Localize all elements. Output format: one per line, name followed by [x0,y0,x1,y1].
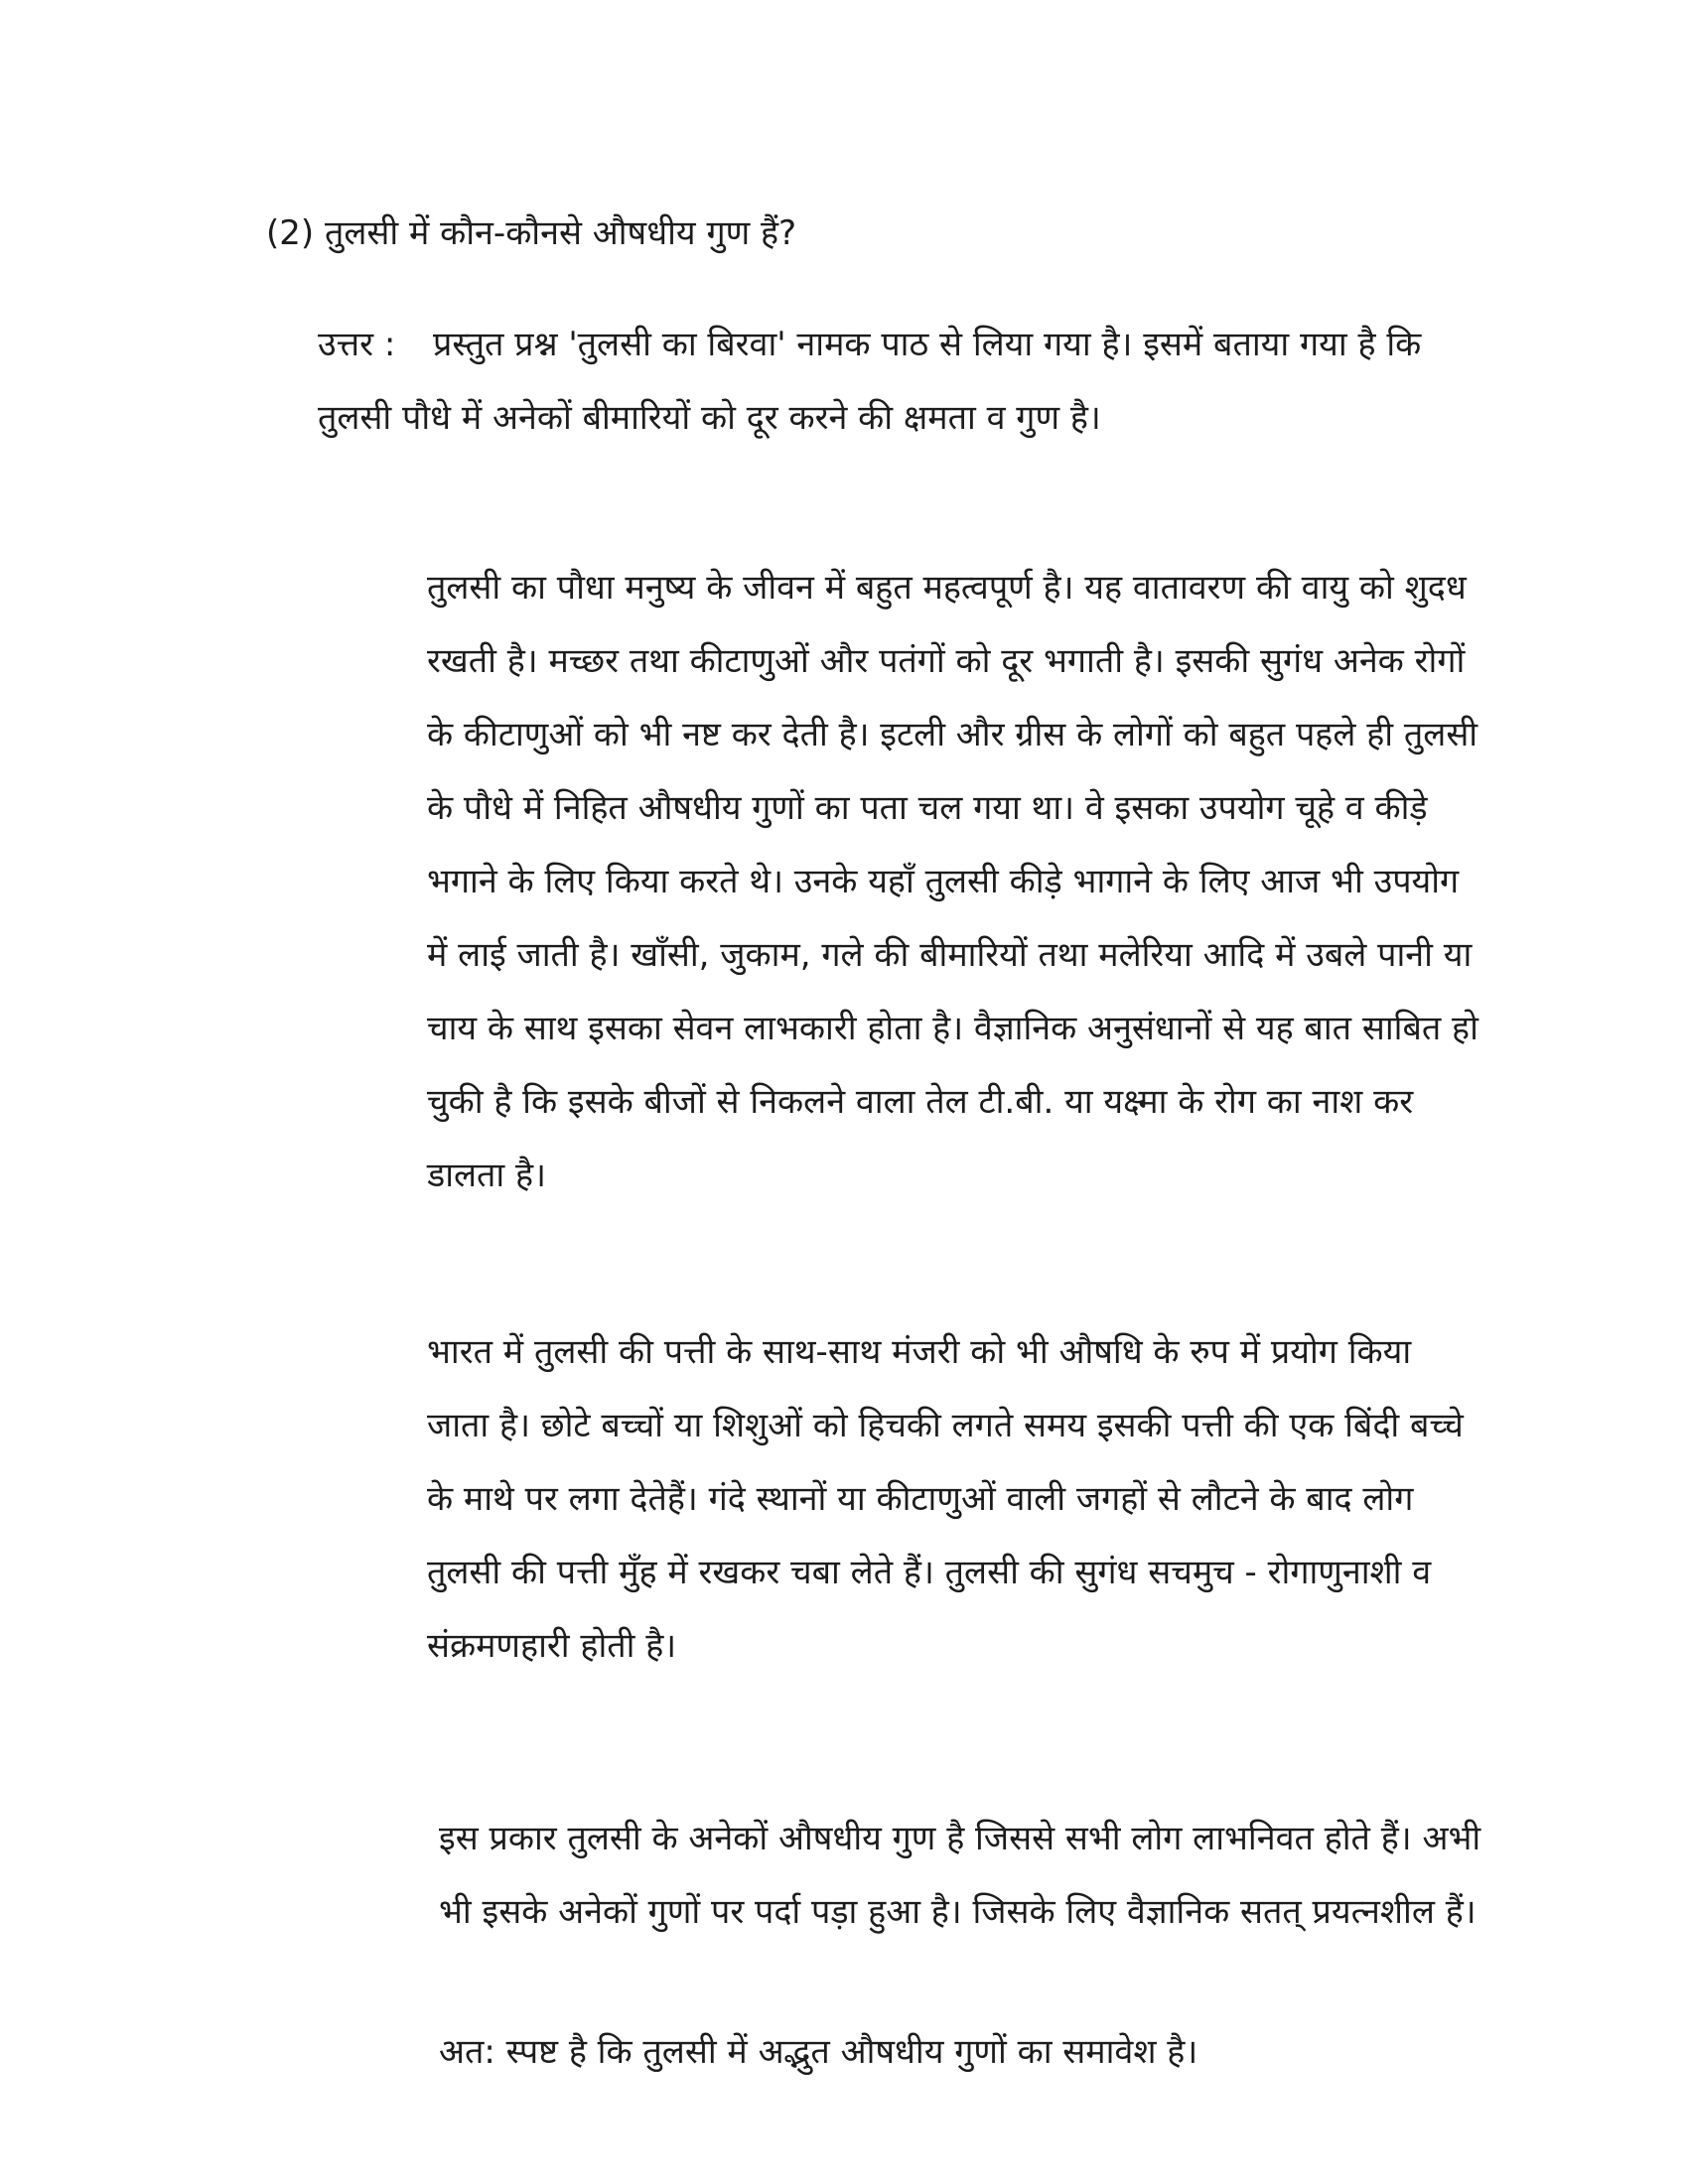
answer-intro [318,308,1489,455]
answer-intro-text: प्रस्तुत प्रश्न 'तुलसी का बिरवा' नामक पाठ से लिया गया है। इसमें बताया गया है कि तुलसी पौधे में अनेकों बीमारियों को दूर करने की क्षमता व गुण है। [318,325,1422,438]
question-heading: (2) तुलसी में कौन-कौनसे औषधीय गुण हैं? [266,213,797,253]
paragraph-3: इस प्रकार तुलसी के अनेकों औषधीय गुण है जिससे सभी लोग लाभनिवत होते हैं। अभी भी इसके अनेकों गुणों पर पर्दा पड़ा हुआ है। जिसके लिए वैज्ञानिक सतत् प्रयत्नशील हैं। [439,1819,1481,1932]
paragraph-2: भारत में तुलसी की पत्ती के साथ-साथ मंजरी को भी औषधि के रुप में प्रयोग किया जाता है। छोटे बच्चों या शिशुओं को हिचकी लगते समय इसकी पत्ती की एक बिंदी बच्चे के माथे पर लगा देतेहैं। गंदे स्थानों या कीटाणुओं वाली जगहों से लौटने के बाद लोग तुलसी की पत्ती मुँह में रखकर चबा लेते हैं। तुलसी की सुगंध सचमुच - रोगाणुनाशी व संक्रमणहारी होती है। [427,1332,1464,1666]
conclusion-paragraph: अत: स्पष्ट है कि तुलसी में अद्भुत औषधीय गुणों का समावेश है। [439,2032,1198,2072]
paragraph-1: तुलसी का पौधा मनुष्य के जीवन में बहुत महत्वपूर्ण है। यह वातावरण की वायु को शुदध रखती है। मच्छर तथा कीटाणुओं और पतंगों को दूर भगाती है। इसकी सुगंध अनेक रोगों के कीटाणुओं को भी नष्ट कर देती है। इटली और ग्रीस के लोगों को बहुत पहले ही तुलसी के पौधे में निहित औषधीय गुणों का पता चल गया था। वे इसका उपयोग चूहे व कीड़े भगाने के लिए किया करते थे। उनके यहाँ तुलसी कीड़े भागाने के लिए आज भी उपयोग में लाई जाती है। खाँसी, जुकाम, गले की बीमारियों तथा मलेरिया आदि में उबले पानी या चाय के साथ इसका सेवन लाभकारी होता है। वैज्ञानिक अनुसंधानों से यह बात साबित हो चुकी है कि इसके बीजों से निकलने वाला तेल टी.बी. या यक्ष्मा के रोग का नाश कर डालता है। [427,568,1478,1195]
answer-label: उत्तर : [318,325,396,364]
